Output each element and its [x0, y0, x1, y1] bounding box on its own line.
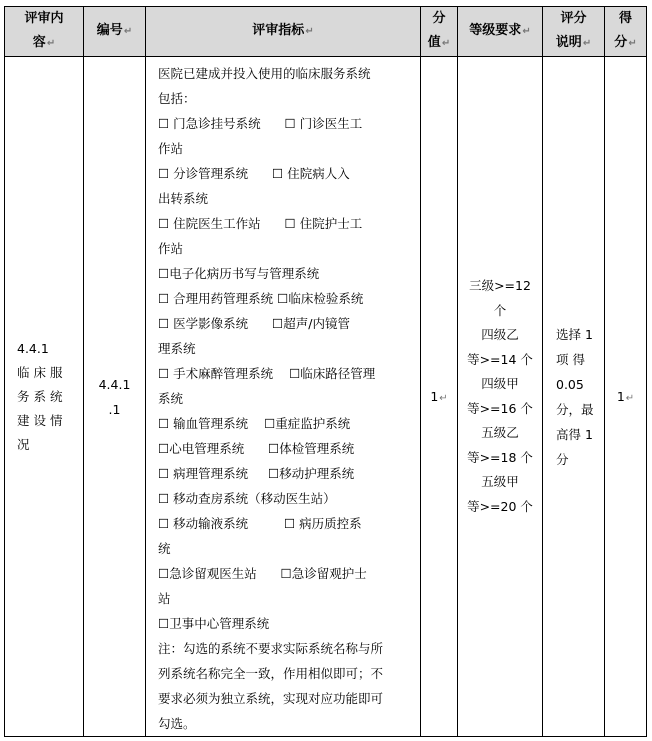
level-line: 四级甲	[481, 376, 519, 391]
number-line: .1	[108, 401, 121, 417]
level-line: 四级乙	[481, 327, 519, 342]
cell-content	[5, 57, 84, 737]
content-line: 建 设 情	[17, 412, 63, 428]
indicator-line: ☐ 移动查房系统（移动医生站）	[158, 491, 336, 506]
indicator-line: 系统	[158, 391, 184, 406]
indicator-line: 医院已建成并投入使用的临床服务系统	[158, 66, 371, 81]
level-line: 五级乙	[481, 425, 519, 440]
content-line: 务 系 统	[17, 388, 63, 404]
indicator-line: ☐卫事中心管理系统	[158, 616, 270, 631]
indicator-line: ☐ 住院医生工作站 ☐ 住院护士工	[158, 216, 363, 231]
indicator-line: 站	[158, 591, 171, 606]
indicator-line: 作站	[158, 241, 184, 256]
explanation-line: 项 得	[556, 351, 585, 367]
level-line: 等>=20 个	[467, 498, 533, 514]
explanation-line: 分，最	[556, 401, 594, 417]
header-get: 得 分↵	[605, 7, 647, 57]
content-line: 况	[17, 436, 30, 452]
number-line: 4.4.1	[98, 376, 131, 392]
header-score: 分 值↵	[421, 7, 458, 57]
level-line: 等>=18 个	[467, 449, 533, 465]
evaluation-table	[4, 6, 647, 737]
indicator-line: ☐ 合理用药管理系统 ☐临床检验系统	[158, 291, 364, 306]
level-line: 五级甲	[481, 474, 519, 489]
indicator-line: 勾选。	[158, 716, 196, 731]
level-line: 个	[493, 302, 507, 318]
header-row	[5, 7, 647, 57]
table-row	[5, 57, 647, 737]
cell-get: 1↵	[605, 57, 647, 737]
indicator-line: 要求必须为独立系统，实现对应功能即可	[158, 691, 384, 706]
indicator-line: 出转系统	[158, 191, 209, 206]
indicator-line: ☐ 医学影像系统 ☐超声/内镜管	[158, 316, 350, 331]
indicator-line: 列系统名称完全一致，作用相似即可；不	[158, 666, 384, 681]
cell-number	[84, 57, 146, 737]
indicator-line: ☐ 病理管理系统 ☐移动护理系统	[158, 466, 355, 481]
level-line: 三级>=12	[469, 278, 531, 293]
indicator-line: 作站	[158, 141, 184, 156]
indicator-line: 统	[158, 541, 171, 556]
header-content: 评审内 容↵	[5, 7, 84, 57]
cell-indicator	[146, 57, 421, 737]
indicator-line: ☐电子化病历书写与管理系统	[158, 266, 320, 281]
indicator-line: ☐ 门急诊挂号系统 ☐ 门诊医生工	[158, 116, 363, 131]
header-explanation: 评分 说明↵	[543, 7, 605, 57]
content-line: 4.4.1	[17, 340, 49, 356]
content-line: 临 床 服	[17, 364, 63, 380]
indicator-line: 包括：	[158, 91, 196, 106]
cell-score: 1↵	[421, 57, 458, 737]
indicator-line: ☐ 分诊管理系统 ☐ 住院病人入	[158, 166, 350, 181]
explanation-line: 0.05	[556, 376, 584, 392]
cell-explanation	[543, 57, 605, 737]
explanation-line: 选择 1	[556, 326, 593, 342]
indicator-line: 注：勾选的系统不要求实际系统名称与所	[158, 641, 384, 656]
header-indicator: 评审指标↵	[146, 7, 421, 57]
cell-level	[458, 57, 543, 737]
level-line: 等>=16 个	[467, 400, 533, 416]
indicator-line: 理系统	[158, 341, 196, 356]
header-number: 编号↵	[84, 7, 146, 57]
indicator-line: ☐心电管理系统 ☐体检管理系统	[158, 441, 355, 456]
header-level: 等级要求↵	[458, 7, 543, 57]
indicator-line: ☐ 手术麻醉管理系统 ☐临床路径管理	[158, 366, 376, 381]
explanation-line: 分	[556, 451, 569, 467]
indicator-line: ☐ 移动输液系统 ☐ 病历质控系	[158, 516, 362, 531]
level-line: 等>=14 个	[467, 351, 533, 367]
explanation-line: 高得 1	[556, 426, 593, 442]
indicator-line: ☐ 输血管理系统 ☐重症监护系统	[158, 416, 351, 431]
indicator-line: ☐急诊留观医生站 ☐急诊留观护士	[158, 566, 367, 581]
